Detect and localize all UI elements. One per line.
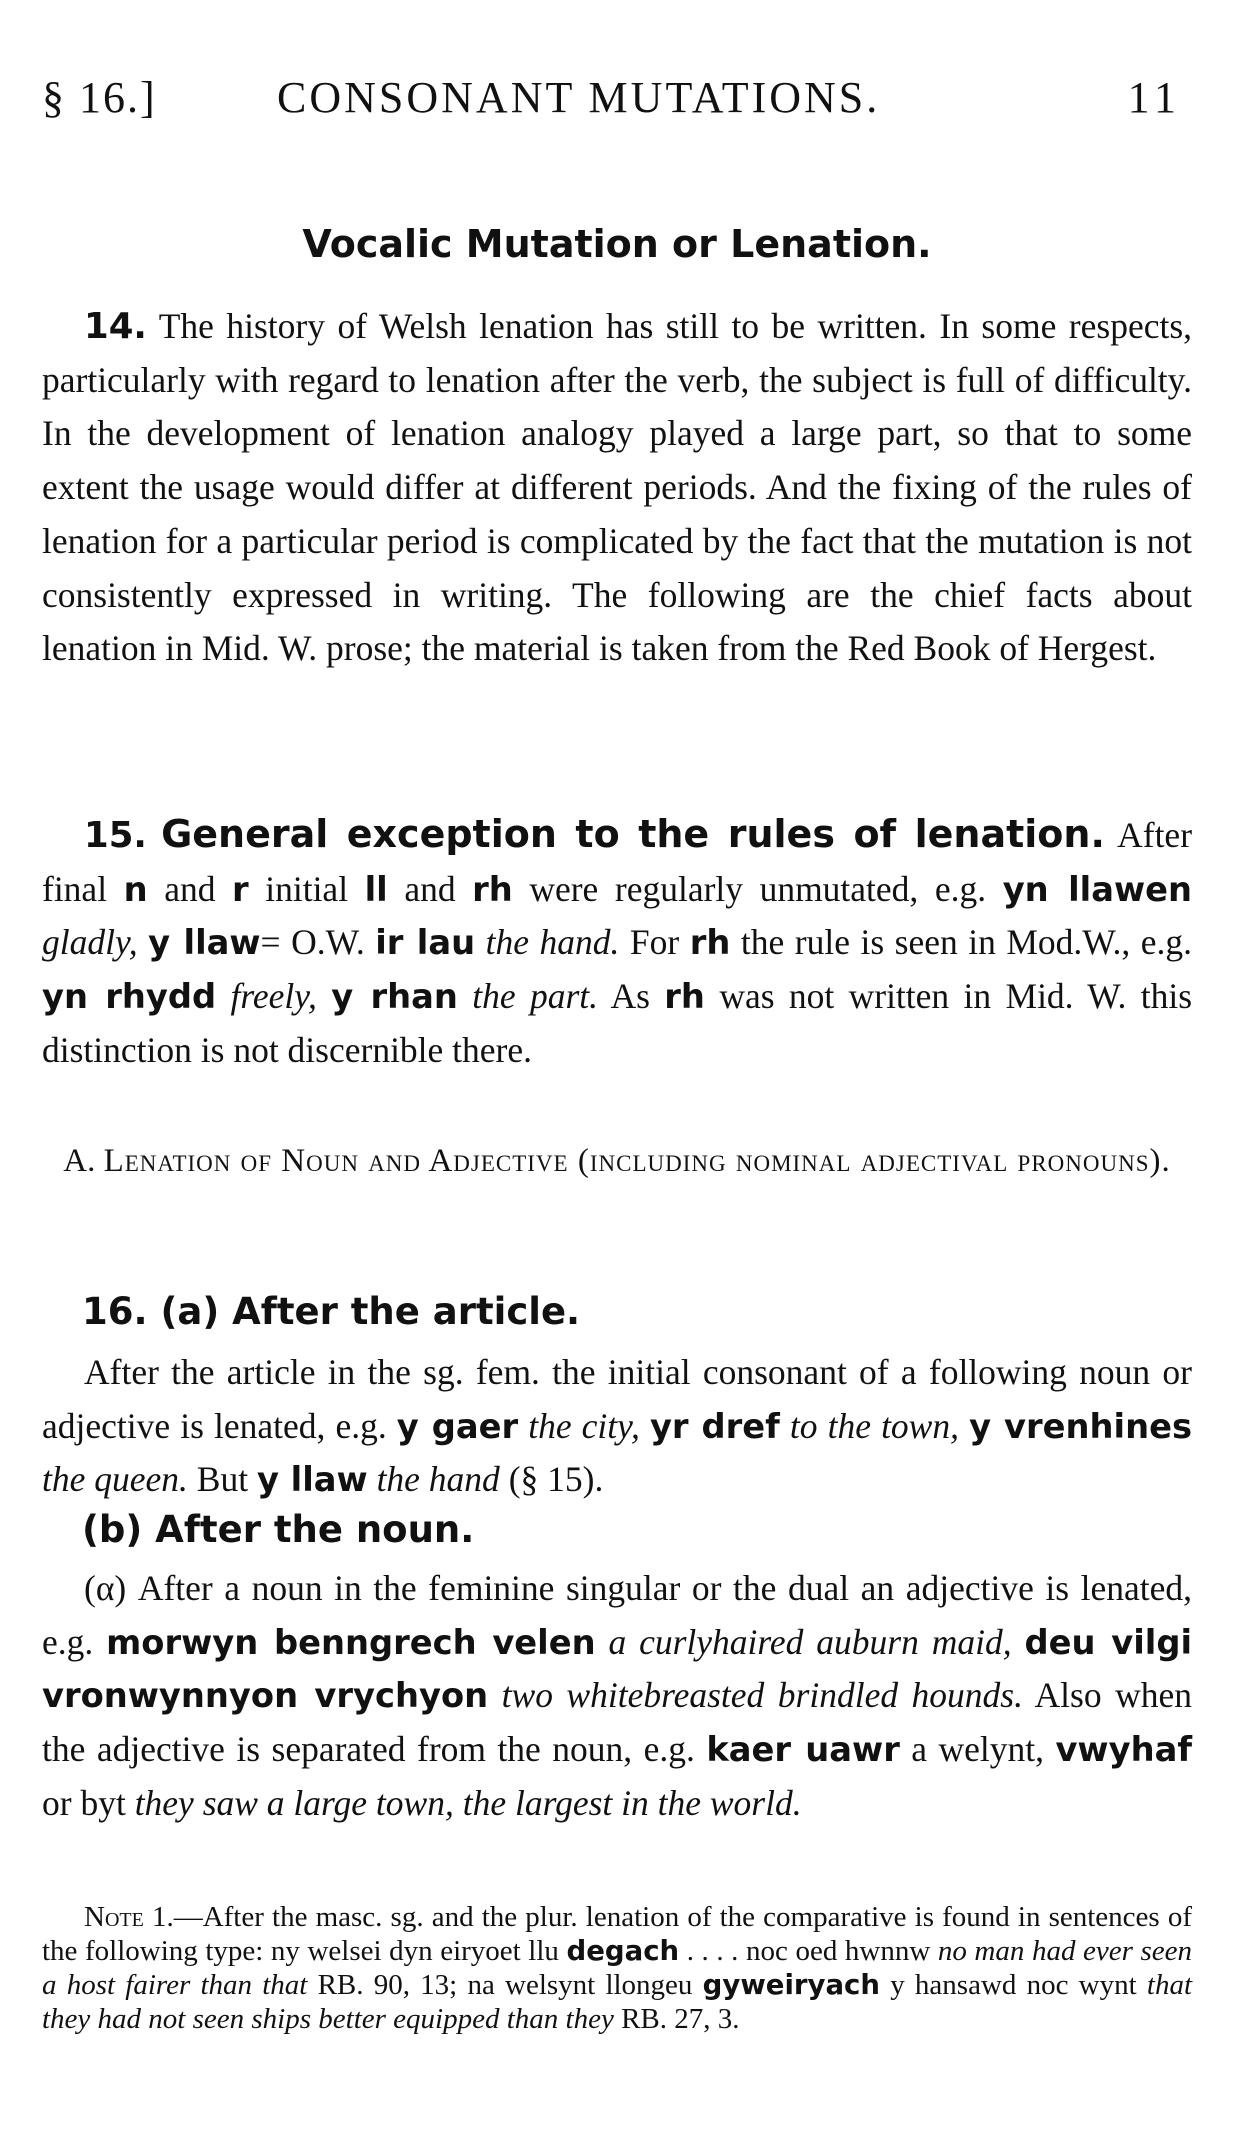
welsh-word: y llaw [148,923,261,963]
welsh-word: y vrenhines [969,1406,1193,1446]
welsh-word: ll [364,869,388,909]
text: For [629,922,680,963]
subsection-a-heading: (a) After the article. [160,1290,581,1333]
welsh-word: kaer uawr [706,1730,900,1770]
welsh-word: y rhan [331,977,458,1017]
translation: no man had ever seen a host fairer than that [42,1935,1193,2001]
paragraph-heading: General exception to the rules of lenation. [161,812,1105,856]
footnote [42,1900,1192,2036]
text: the rule is seen in Mod.W., e.g. [740,922,1193,963]
paragraph-number: 14. [84,306,147,347]
text: were regularly unmutated, e.g. [529,868,987,909]
welsh-word: morwyn benngrech velen [106,1622,596,1662]
paragraph-16b [42,1562,1192,1831]
text: y hansawd noc wynt [890,1969,1137,2001]
section-title: Lenation of Noun and Adjective (including nominal adjectival pronouns). [103,1143,1171,1179]
page-number: 11 [1127,73,1182,122]
text: (§ 15). [508,1459,604,1500]
welsh-word: yn llawen [1002,869,1192,909]
welsh-word: vwyhaf [1055,1730,1192,1770]
text: RB. 90, 13; na welsynt llongeu [317,1969,693,2001]
translation: that they had not seen ships better equipped than they [42,1969,1193,2035]
translation: to the town, [789,1405,959,1446]
translation: they saw a large town, the largest in the world. [134,1782,802,1823]
text: But [196,1459,249,1500]
welsh-word: ir lau [375,923,476,963]
text: After final [42,815,1193,909]
section-letter: A. [63,1143,96,1179]
note-label: Note 1. [84,1901,174,1933]
translation: the hand [376,1459,500,1500]
translation: two whitebreasted brindled hounds. [501,1675,1024,1716]
text: = O.W. [260,922,365,963]
alpha-marker: (α) [84,1568,127,1608]
translation: the city, [528,1405,640,1446]
translation: the hand. [485,922,620,963]
welsh-word: y gaer [396,1406,519,1446]
section-reference: § 16.] [42,73,157,122]
text: and [164,868,216,909]
welsh-word: n [123,869,148,909]
section-heading: Vocalic Mutation or Lenation. [302,222,932,266]
welsh-word: y llaw [256,1460,368,1500]
text: RB. 27, 3. [621,2003,740,2035]
translation: gladly, [42,922,138,963]
text: After the article in the sg. fem. the initial consonant of a following noun or adjective is lenated, e.g. [42,1352,1192,1446]
paragraph-text: The history of Welsh lenation has still to be written. In some respects, particularly with regard to lenation after the verb, the subject is full of difficulty. In the development of lenation analogy played a large part, so that to some extent the usage would differ at different periods. And the fixing of the rules of lenation for a particular period is complicated by the fact that the mutation is not consistently expressed in writing. The following are the chief facts about lenation in Mid. W. prose; the material is taken from the Red Book of Hergest. [42,306,1193,669]
text: As [610,976,650,1017]
text: a welynt, [911,1729,1044,1770]
paragraph-number: 15. [84,815,147,856]
running-head [42,72,1192,132]
text: initial [265,868,349,909]
welsh-word: gyweiryach [702,1969,880,2001]
welsh-word: rh [664,977,705,1017]
translation: freely, [230,976,317,1017]
text: and [404,868,456,909]
paragraph-16a [42,1346,1192,1507]
text: . . . . noc oed hwnnw [686,1935,931,1967]
welsh-word: rh [472,869,513,909]
chapter-title: CONSONANT MUTATIONS. [277,73,881,122]
text: After a noun in the feminine singular or the dual an adjective is lenated, e.g. [42,1568,1192,1662]
translation: the part. [472,976,599,1017]
paragraph-15 [42,808,1192,1078]
paragraph-16-heading [82,1290,580,1333]
welsh-word: degach [566,1935,680,1967]
translation: the queen. [42,1459,188,1500]
welsh-word: yn rhydd [42,977,217,1017]
paragraph-number: 16. [82,1290,148,1333]
text: Also when the adjective is separated from the noun, e.g. [42,1675,1192,1770]
welsh-word: deu vilgi vronwynnyon vrychyon [42,1622,1193,1716]
paragraph-14 [42,300,1192,676]
text: or byt [42,1782,126,1823]
text: —After the masc. sg. and the plur. lenation of the comparative is found in sentences of the following type: ny welsei dyn eiryoet llu [42,1901,1192,1967]
text: was not written in Mid. W. this distinction is not discernible there. [42,976,1193,1070]
welsh-word: r [232,869,249,909]
welsh-word: yr dref [649,1406,780,1446]
translation: a curlyhaired auburn maid, [608,1621,1012,1662]
subsection-b-heading: (b) After the noun. [82,1508,475,1551]
welsh-word: rh [689,923,731,963]
section-a-heading [42,1135,1192,1187]
